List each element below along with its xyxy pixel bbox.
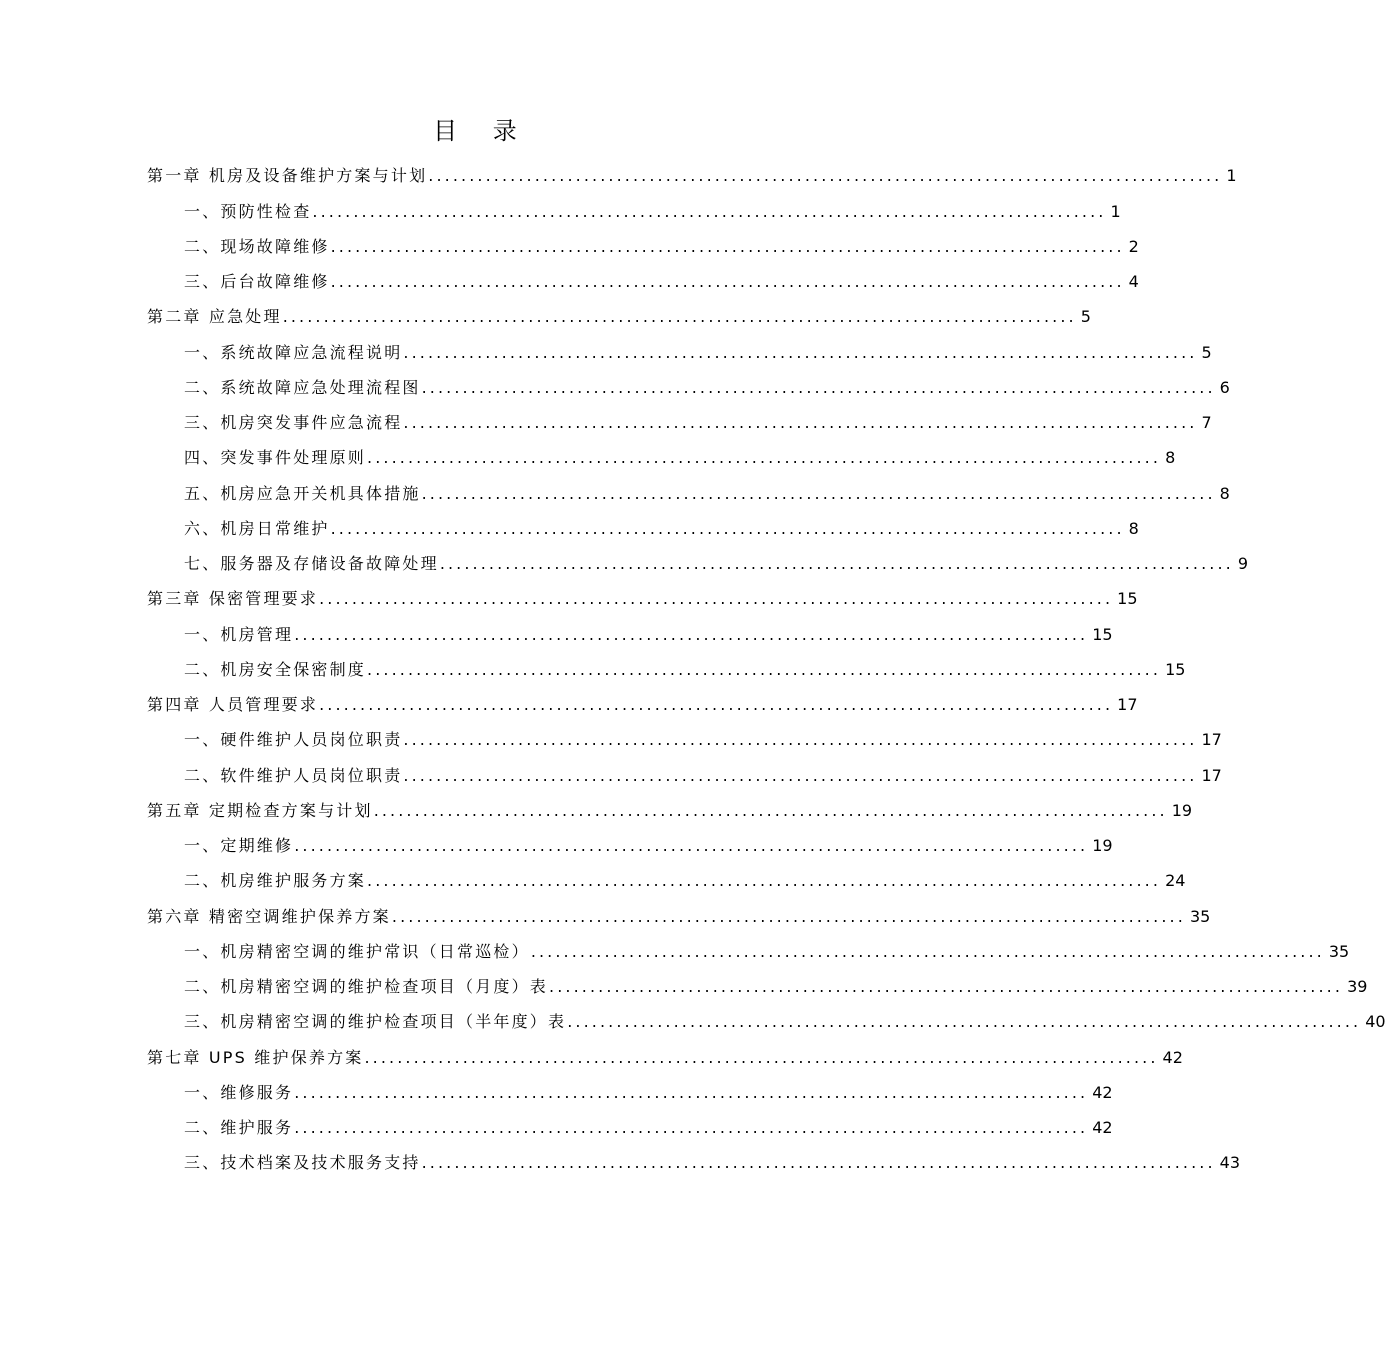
toc-entry-label: 第五章 定期检查方案与计划: [147, 800, 373, 820]
toc-leader-dots: .................................................................................................: [530, 941, 1325, 961]
toc-page-number: 40: [1365, 1012, 1386, 1032]
toc-chapter-entry[interactable]: [147, 581, 1138, 616]
toc-entry-label: 二、机房安全保密制度: [184, 659, 367, 679]
toc-chapter-entry[interactable]: [147, 898, 1211, 933]
toc-section-entry[interactable]: [147, 1110, 1113, 1145]
toc-entry-label: 一、定期维修: [184, 836, 294, 855]
toc-leader-dots: .................................................................................................: [367, 659, 1162, 679]
toc-section-entry[interactable]: [147, 863, 1186, 898]
toc-entry-label: 二、现场故障维修: [184, 236, 330, 256]
toc-section-entry[interactable]: [147, 1145, 1241, 1180]
toc-page-number: 35: [1328, 941, 1350, 961]
toc-section-entry[interactable]: [147, 405, 1212, 440]
toc-entry-label: 二、维护服务: [184, 1118, 294, 1137]
toc-entry-label: 三、机房精密空调的维护检查项目（半年度）表: [184, 1012, 567, 1032]
toc-leader-dots: .................................................................................................: [439, 554, 1234, 573]
toc-entry-label: 七、服务器及存储设备故障处理: [184, 554, 439, 573]
toc-chapter-entry[interactable]: [147, 793, 1193, 828]
toc-leader-dots: .................................................................................................: [294, 836, 1089, 855]
toc-page-number: 39: [1347, 977, 1368, 996]
toc-section-entry[interactable]: [147, 264, 1139, 299]
toc-page-number: 17: [1117, 695, 1138, 714]
toc-page-number: 17: [1201, 765, 1222, 785]
toc-leader-dots: .................................................................................................: [421, 483, 1216, 503]
toc-leader-dots: .................................................................................................: [282, 307, 1077, 327]
toc-section-entry[interactable]: [147, 652, 1186, 687]
toc-section-entry[interactable]: [147, 475, 1230, 510]
toc-section-entry[interactable]: [147, 229, 1139, 264]
toc-entry-label: 二、机房精密空调的维护检查项目（月度）表: [184, 977, 549, 996]
toc-leader-dots: .................................................................................................: [319, 589, 1114, 609]
toc-leader-dots: .................................................................................................: [367, 871, 1162, 891]
toc-page-number: 5: [1080, 307, 1091, 327]
toc-entry-label: 第六章 精密空调维护保养方案: [147, 906, 391, 926]
toc-page-number: 6: [1219, 377, 1230, 397]
toc-page-number: 19: [1171, 800, 1193, 820]
toc-entry-label: 第二章 应急处理: [147, 307, 282, 327]
toc-entry-label: 一、硬件维护人员岗位职责: [184, 730, 403, 750]
toc-leader-dots: .................................................................................................: [319, 695, 1114, 714]
toc-leader-dots: .................................................................................................: [403, 342, 1198, 362]
toc-page-number: 15: [1117, 589, 1138, 609]
toc-section-entry[interactable]: [147, 193, 1121, 228]
toc-leader-dots: .................................................................................................: [421, 377, 1216, 397]
toc-entry-label: 六、机房日常维护: [184, 518, 330, 538]
toc-section-entry[interactable]: [147, 440, 1176, 475]
toc-leader-dots: .................................................................................................: [330, 272, 1125, 291]
toc-entry-label: 第七章 UPS 维护保养方案: [147, 1047, 364, 1067]
toc-leader-dots: .................................................................................................: [403, 765, 1198, 785]
toc-entry-label: 一、维修服务: [184, 1082, 294, 1102]
toc-entry-label: 一、机房管理: [184, 624, 294, 644]
toc-leader-dots: .................................................................................................: [367, 448, 1162, 468]
toc-page-number: 15: [1165, 659, 1186, 679]
toc-page-number: 5: [1201, 342, 1212, 362]
toc-leader-dots: .................................................................................................: [294, 1082, 1089, 1102]
toc-leader-dots: .................................................................................................: [330, 236, 1125, 256]
toc-page-number: 8: [1165, 448, 1176, 468]
toc-section-entry[interactable]: [147, 969, 1368, 1004]
toc-section-entry[interactable]: [147, 757, 1222, 792]
toc-chapter-entry[interactable]: [147, 299, 1091, 334]
table-of-contents: [147, 158, 1386, 1180]
toc-page-number: 9: [1237, 554, 1249, 573]
toc-leader-dots: .................................................................................................: [428, 166, 1223, 186]
toc-section-entry[interactable]: [147, 1004, 1386, 1039]
toc-page-number: 17: [1201, 730, 1222, 750]
toc-page-number: 42: [1162, 1047, 1183, 1067]
toc-page-number: 4: [1128, 272, 1139, 291]
toc-page-number: 24: [1165, 871, 1186, 891]
toc-leader-dots: .................................................................................................: [391, 906, 1186, 926]
toc-page-number: 1: [1226, 166, 1237, 186]
toc-page-number: 19: [1092, 836, 1113, 855]
toc-chapter-entry[interactable]: [147, 687, 1138, 722]
toc-leader-dots: .................................................................................................: [403, 413, 1198, 432]
toc-leader-dots: .................................................................................................: [364, 1047, 1159, 1067]
toc-page-number: 7: [1201, 413, 1212, 432]
toc-section-entry[interactable]: [147, 828, 1113, 863]
toc-entry-label: 第三章 保密管理要求: [147, 589, 319, 609]
toc-section-entry[interactable]: [147, 546, 1249, 581]
toc-page-number: 43: [1219, 1153, 1241, 1173]
toc-page-number: 42: [1092, 1082, 1113, 1102]
toc-section-entry[interactable]: [147, 370, 1230, 405]
toc-leader-dots: .................................................................................................: [294, 624, 1089, 644]
toc-leader-dots: .................................................................................................: [421, 1153, 1216, 1173]
toc-leader-dots: .................................................................................................: [549, 977, 1344, 996]
toc-entry-label: 二、机房维护服务方案: [184, 871, 367, 891]
toc-entry-label: 三、后台故障维修: [184, 272, 330, 291]
toc-page-number: 2: [1128, 236, 1139, 256]
toc-entry-label: 三、技术档案及技术服务支持: [184, 1153, 421, 1173]
toc-chapter-entry[interactable]: [147, 158, 1237, 193]
toc-page-number: 1: [1110, 201, 1121, 221]
toc-page-number: 42: [1092, 1118, 1113, 1137]
toc-entry-label: 五、机房应急开关机具体措施: [184, 483, 421, 503]
toc-leader-dots: .................................................................................................: [567, 1012, 1362, 1032]
toc-leader-dots: .................................................................................................: [294, 1118, 1089, 1137]
toc-page-number: 8: [1219, 483, 1230, 503]
toc-entry-label: 一、机房精密空调的维护常识（日常巡检）: [184, 941, 530, 961]
toc-section-entry[interactable]: [147, 511, 1139, 546]
toc-entry-label: 二、软件维护人员岗位职责: [184, 765, 403, 785]
toc-leader-dots: .................................................................................................: [403, 730, 1198, 750]
toc-entry-label: 一、系统故障应急流程说明: [184, 342, 403, 362]
toc-entry-label: 第一章 机房及设备维护方案与计划: [147, 166, 428, 186]
toc-chapter-entry[interactable]: [147, 1039, 1183, 1074]
toc-section-entry[interactable]: [147, 1075, 1113, 1110]
toc-title: 目 录: [433, 117, 531, 145]
toc-entry-label: 三、机房突发事件应急流程: [184, 413, 403, 432]
toc-entry-label: 二、系统故障应急处理流程图: [184, 377, 421, 397]
toc-page-number: 15: [1092, 624, 1113, 644]
toc-leader-dots: .................................................................................................: [330, 518, 1125, 538]
toc-section-entry[interactable]: [147, 334, 1212, 369]
toc-entry-label: 一、预防性检查: [184, 201, 312, 221]
toc-section-entry[interactable]: [147, 722, 1222, 757]
toc-leader-dots: .................................................................................................: [312, 201, 1107, 221]
toc-entry-label: 四、突发事件处理原则: [184, 448, 367, 468]
toc-section-entry[interactable]: [147, 616, 1113, 651]
toc-leader-dots: .................................................................................................: [373, 800, 1168, 820]
toc-page-number: 8: [1128, 518, 1139, 538]
toc-entry-label: 第四章 人员管理要求: [147, 695, 319, 714]
toc-section-entry[interactable]: [147, 934, 1350, 969]
toc-page-number: 35: [1189, 906, 1211, 926]
